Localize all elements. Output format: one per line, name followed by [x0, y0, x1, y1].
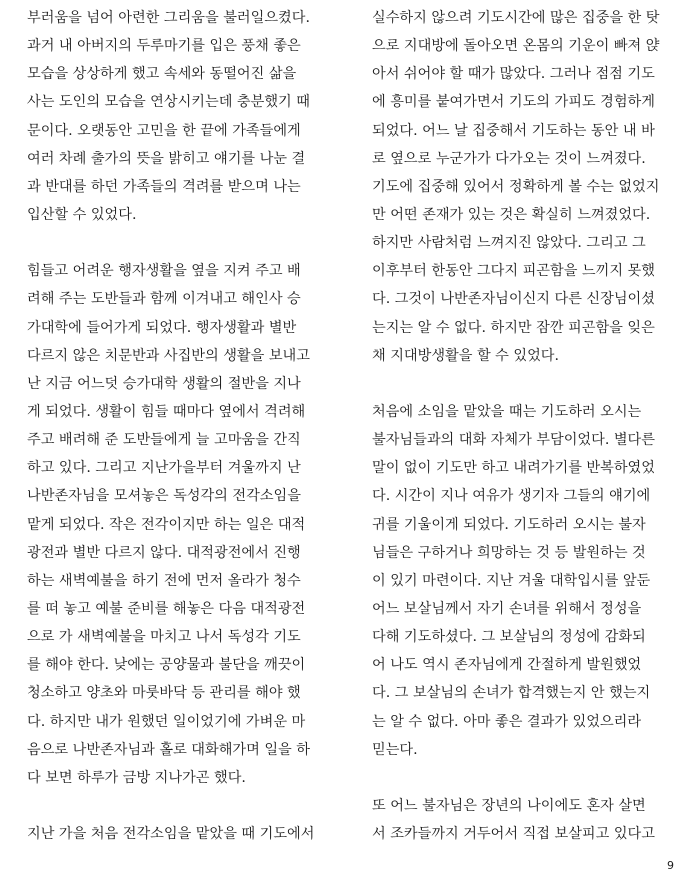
- paragraph: [372, 398, 667, 764]
- text-line: 가대학에 들어가게 되었다. 행자생활과 별반: [27, 319, 297, 336]
- text-line: 처음에 소임을 맡았을 때는 기도하러 오시는: [372, 403, 642, 420]
- text-line: 말이 없이 기도만 하고 내려가기를 반복하였었: [372, 460, 655, 477]
- text-line: 맡게 되었다. 작은 전각이지만 하는 일은 대적: [27, 516, 306, 533]
- text-line: 부러움을 넘어 아련한 그리움을 불러일으켰다.: [27, 10, 310, 26]
- paragraph-gap: [27, 792, 322, 820]
- text-line: 믿는다.: [372, 741, 418, 758]
- text-line: 으로 가 새벽예불을 마치고 나서 독성각 기도: [27, 629, 301, 646]
- text-line: 지난 가을 처음 전각소임을 맡았을 때 기도에서: [27, 826, 315, 843]
- text-line: 주고 배려해 준 도반들에게 늘 고마움을 간직: [27, 432, 301, 449]
- text-line: 아서 쉬어야 할 때가 많았다. 그러나 점점 기도: [372, 66, 655, 83]
- text-line: 다해 기도하셨다. 그 보살님의 정성에 감화되: [372, 629, 646, 646]
- text-line: 모습을 상상하게 했고 속세와 동떨어진 삶을: [27, 66, 297, 83]
- text-line: 다. 그것이 나반존자님이신지 다른 신장님이셨: [372, 291, 655, 308]
- text-line: 청소하고 양초와 마룻바닥 등 관리를 해야 했: [27, 685, 301, 702]
- text-line: 하고 있다. 그리고 지난가을부터 겨울까지 난: [27, 460, 301, 477]
- text-line: 으로 지대방에 돌아오면 온몸의 기운이 빠져 얁: [372, 38, 660, 55]
- text-line: 난 지금 어느덧 승가대학 생활의 절반을 지나: [27, 375, 301, 392]
- text-line: 기도에 집중해 있어서 정확하게 볼 수는 없었지: [372, 178, 660, 195]
- text-line: 과 반대를 하던 가족들의 격려를 받으며 나는: [27, 178, 301, 195]
- text-line: 불자님들과의 대화 자체가 부담이었다. 별다른: [372, 432, 655, 449]
- text-line: 음으로 나반존자님과 홀로 대화해가며 일을 하: [27, 741, 310, 758]
- paragraph: [372, 4, 667, 370]
- text-line: 에 흥미를 붙여가면서 기도의 가피도 경험하게: [372, 94, 655, 111]
- text-line: 다 보면 하루가 금방 지나가곤 했다.: [27, 769, 246, 786]
- text-line: 나반존자님을 모셔놓은 독성각의 전각소임을: [27, 488, 301, 505]
- text-line: 다. 그 보살님의 손녀가 합격했는지 안 했는지: [372, 685, 651, 702]
- paragraph: [27, 4, 322, 229]
- text-line: 광전과 별반 다르지 않다. 대적광전에서 진행: [27, 544, 301, 561]
- paragraph-gap: [27, 229, 322, 257]
- text-line: 려해 주는 도반들과 함께 이겨내고 해인사 승: [27, 291, 301, 308]
- text-line: 서 조카들까지 거두어서 직접 보살피고 있다고: [372, 826, 655, 843]
- paragraph-gap: [372, 370, 667, 398]
- paragraph: [372, 792, 667, 848]
- text-line: 또 어느 불자님은 장년의 나이에도 혼자 살면: [372, 797, 646, 814]
- paragraph: [27, 257, 322, 792]
- text-line: 다르지 않은 치문반과 사집반의 생활을 보내고: [27, 347, 310, 364]
- text-line: 힘들고 어려운 행자생활을 옆을 지켜 주고 배: [27, 263, 301, 280]
- text-line: 하는 새벽예불을 하기 전에 먼저 올라가 청수: [27, 572, 301, 589]
- text-line: 만 어떤 존재가 있는 것은 확실히 느껴졌었다.: [372, 206, 651, 223]
- text-line: 는지는 알 수 없다. 하지만 잠깐 피곤함을 잊은: [372, 319, 655, 336]
- text-line: 어 나도 역시 존자님에게 간절하게 발원했었: [372, 657, 642, 674]
- paragraph: [27, 820, 322, 848]
- text-line: 를 해야 한다. 낮에는 공양물과 불단을 깨끗이: [27, 657, 306, 674]
- text-line: 귀를 기울이게 되었다. 기도하러 오시는 불자: [372, 516, 646, 533]
- text-line: 어느 보살님께서 자기 손녀를 위해서 정성을: [372, 600, 642, 617]
- text-line: 과거 내 아버지의 두루마기를 입은 풍채 좋은: [27, 38, 301, 55]
- left-column: [27, 4, 322, 848]
- right-column: [372, 4, 667, 848]
- text-line: 사는 도인의 모습을 연상시키는데 충분했기 때: [27, 94, 310, 111]
- text-line: 하지만 사람처럼 느껴지진 않았다. 그리고 그: [372, 235, 646, 252]
- text-line: 이 있기 마련이다. 지난 겨울 대학입시를 앞둔: [372, 572, 651, 589]
- text-line: 로 옆으로 누군가가 다가오는 것이 느껴졌다.: [372, 150, 646, 167]
- paragraph-gap: [372, 764, 667, 792]
- text-line: 입산할 수 있었다.: [27, 206, 137, 223]
- text-line: 실수하지 않으려 기도시간에 많은 집중을 한 탓: [372, 10, 660, 26]
- text-line: 게 되었다. 생활이 힘들 때마다 옆에서 격려해: [27, 403, 306, 420]
- page-number: 9: [667, 859, 674, 872]
- text-line: 를 떠 놓고 예불 준비를 해놓은 다음 대적광전: [27, 600, 306, 617]
- text-line: 다. 하지만 내가 원했던 일이었기에 가벼운 마: [27, 713, 306, 730]
- text-line: 님들은 구하거나 희망하는 것 등 발원하는 것: [372, 544, 646, 561]
- text-line: 이후부터 한동안 그다지 피곤함을 느끼지 못했: [372, 263, 655, 280]
- text-line: 되었다. 어느 날 집중해서 기도하는 동안 내 바: [372, 122, 655, 139]
- text-line: 문이다. 오랫동안 고민을 한 끝에 가족들에게: [27, 122, 301, 139]
- text-line: 는 알 수 없다. 아마 좋은 결과가 있었으리라: [372, 713, 642, 730]
- text-line: 다. 시간이 지나 여유가 생기자 그들의 얘기에: [372, 488, 651, 505]
- text-line: 채 지대방생활을 할 수 있었다.: [372, 347, 560, 364]
- text-line: 여러 차례 출가의 뜻을 밝히고 얘기를 나눈 결: [27, 150, 306, 167]
